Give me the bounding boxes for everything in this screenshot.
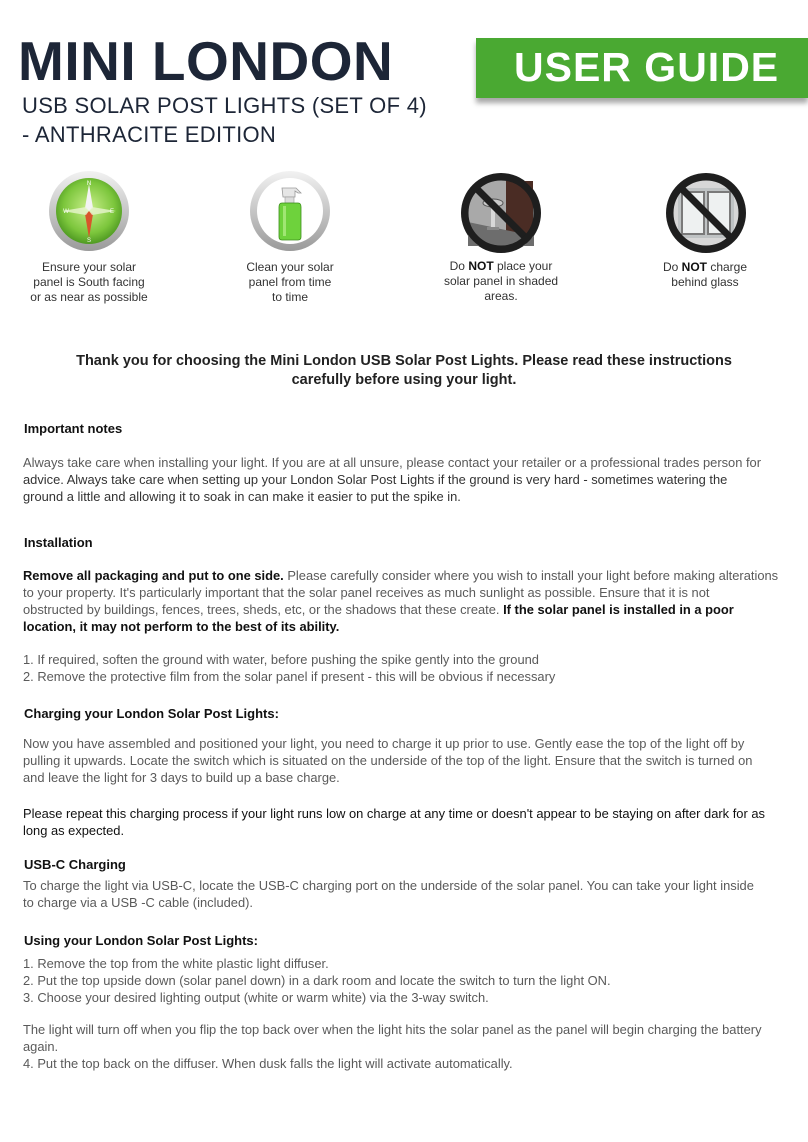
tip-no-glass-caption (635, 260, 775, 290)
no-shade-icon (460, 172, 542, 254)
caption-line: or as near as possible (30, 290, 148, 304)
caption-line: behind glass (671, 275, 739, 289)
caption-line: areas. (484, 289, 518, 303)
installation-body: Remove all packaging and put to one side. Please carefully consider where you wish to install your light before making alterations to your property. It's particularly important that the solar panel receives as much sunlight as possible. Ensure that it is not obstructed by buildings, fences, trees, sheds, etc, or the shadows that these create. If the solar panel is installed in a poor location, it may not perform to the best of its ability. (23, 568, 779, 634)
caption-line: solar panel in shaded (443, 274, 559, 288)
intro-text: Thank you for choosing the Mini London USB Solar Post Lights. Please read these instructions carefully before using your light. (76, 353, 732, 388)
using-heading: Using your London Solar Post Lights: (24, 933, 258, 948)
important-notes-heading: Important notes (24, 421, 123, 436)
spray-bottle-icon (249, 170, 331, 252)
list-item: 2. Remove the protective film from the solar panel if present - this will be obvious if necessary (23, 669, 556, 684)
using-steps (23, 955, 778, 1006)
user-guide-banner (476, 38, 808, 98)
list-item: 4. Put the top back on the diffuser. When dusk falls the light will activate automatically. (23, 1056, 513, 1071)
list-item: 1. Remove the top from the white plastic light diffuser. (23, 956, 329, 971)
usbc-body: To charge the light via USB-C, locate the USB-C charging port on the underside of the solar panel. You can take your light inside to charge via a USB -C cable (included). (23, 878, 754, 910)
list-item: 3. Choose your desired lighting output (white or warm white) via the 3-way switch. (23, 990, 489, 1005)
charging-body: Now you have assembled and positioned your light, you need to charge it up prior to use. Gently ease the top of the light off by pulling it upwards. Locate the switch which is situated on the underside of the top of the light. Ensure that the switch is turned on and leave the light for 3 days to build up a base charge. (23, 736, 753, 785)
compass-n: N (86, 181, 92, 187)
caption-line: panel is South facing (33, 275, 145, 289)
compass-icon (48, 170, 130, 252)
charging-note: Please repeat this charging process if your light runs low on charge at any time or doesn't appear to be staying on after dark for as long as expected. (23, 806, 765, 838)
compass-w: W (63, 209, 69, 215)
tip-clean-panel-caption (220, 260, 360, 305)
user-guide-label: USER GUIDE (514, 44, 780, 90)
no-glass-icon (665, 172, 747, 254)
caption-line: panel from time (248, 275, 332, 289)
list-item: 1. If required, soften the ground with water, before pushing the spike gently into the ground (23, 652, 539, 667)
usbc-heading: USB-C Charging (24, 857, 126, 872)
using-note: The light will turn off when you flip the top back over when the light hits the solar panel as the panel will begin charging the battery again. 4. Put the top back on the diffuser. When dusk falls the light will activate automatically. (23, 1021, 778, 1072)
tip-no-shade-caption (431, 259, 571, 304)
charging-heading: Charging your London Solar Post Lights: (24, 706, 279, 721)
compass-e: E (109, 209, 115, 215)
brand-title: MINI LONDON (18, 30, 394, 92)
list-item: 2. Put the top upside down (solar panel down) in a dark room and locate the switch to turn the light ON. (23, 973, 611, 988)
caption-line: Clean your solar (246, 260, 334, 274)
important-notes-body: Always take care when installing your light. If you are at all unsure, please contact your retailer or a professional trades person for advice. Always take care when setting up your London Solar Post Lights if the ground is very hard - sometimes watering the ground a little and allowing it to soak in can make it easier to put the spike in. (23, 455, 762, 504)
caption-line: Do NOT charge (662, 260, 748, 274)
tip-south-facing-caption (19, 260, 159, 305)
product-subtitle-line1: USB SOLAR POST LIGHTS (SET OF 4) (22, 93, 427, 118)
caption-line: to time (271, 290, 308, 304)
product-subtitle-line2: - ANTHRACITE EDITION (22, 122, 277, 147)
compass-s: S (86, 238, 92, 244)
installation-heading: Installation (24, 535, 93, 550)
caption-line: Ensure your solar (41, 260, 137, 274)
caption-line: Do NOT place your (449, 259, 553, 273)
installation-steps (23, 651, 778, 685)
